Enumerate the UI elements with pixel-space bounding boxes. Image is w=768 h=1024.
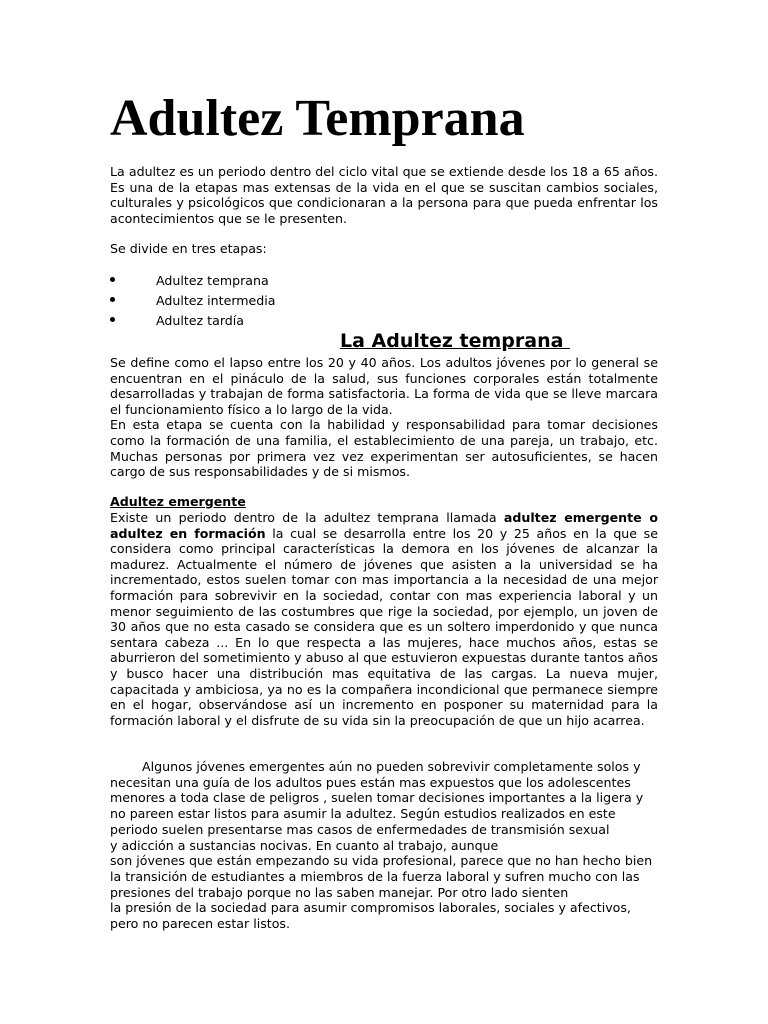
closing-line: no pareen estar listos para asumir la adultez. Según estudios realizados en este	[110, 806, 616, 822]
emergente-text-a: Existe un periodo dentro de la adultez temprana llamada	[110, 510, 504, 525]
section-adultez-emergente	[110, 510, 658, 728]
closing-line: son jóvenes que están empezando su vida profesional, parece que no han hecho bien	[110, 853, 653, 869]
emergente-heading: Adultez emergente	[110, 494, 246, 509]
section-heading: La Adultez temprana	[340, 330, 571, 352]
bullet-icon	[110, 277, 115, 282]
intro-paragraph	[110, 164, 658, 226]
section1-paragraph-2: En esta etapa se cuenta con la habilidad y responsabilidad para tomar decisiones como la formación de una familia, el establecimiento de una pareja, un trabajo, etc. Muchas personas por primera vez vez experimentan ser autosuficientes, se hacen cargo de sus responsabilidades y de si mismos.	[110, 417, 658, 480]
emergente-paragraph	[110, 510, 658, 728]
closing-line: y adicción a sustancias nocivas. En cuanto al trabajo, aunque	[110, 837, 499, 853]
closing-line: la transición de estudiantes a miembros de la fuerza laboral y sufren mucho con las	[110, 868, 640, 884]
bullet-icon	[110, 297, 115, 302]
emergente-text-b: la cual se desarrolla entre los 20 y 25 años en la que se considera como principal características la demora en los jóvenes de alcanzar la madurez. Actualmente el número de jóvenes que asisten a la universidad se ha incrementado, estos suelen tomar con mas importancia a la necesidad de una mejor formación para sobrevivir en la sociedad, contar con mas experiencia laboral y un menor seguimiento de las costumbres que rige la sociedad, por ejemplo, un joven de 30 años que no esta casado se considera que es un soltero imperdonido y que nunca sentara cabeza ... En lo que respecta a las mujeres, hace muchos años, estas se aburrieron del sometimiento y abuso al que estuvieron expuestas durante tantos años y busco hacer una distribución mas equitativa de las cargas. La nueva mujer, capacitada y ambiciosa, ya no es la compañera incondicional que permanece siempre en el hogar, observándose así un incremento en posponer su maternidad para la formación laboral y el disfrute de su vida sin la preocupación de que un hijo acarrea.	[110, 525, 658, 728]
stage-label: Adultez intermedia	[156, 293, 276, 308]
closing-line: periodo suelen presentarse mas casos de enfermedades de transmisión sexual	[110, 821, 610, 837]
closing-line: menores a toda clase de peligros , suelen tomar decisiones importantes a la ligera y	[110, 790, 644, 806]
closing-paragraph	[110, 759, 670, 932]
closing-line: Algunos jóvenes emergentes aún no pueden sobrevivir completamente solos y	[142, 759, 641, 774]
section1-paragraph-1: Se define como el lapso entre los 20 y 40 años. Los adultos jóvenes por lo general se encuentran en el pináculo de la salud, sus funciones corporales están totalmente desarrolladas y trabajan de forma satisfactoria. La forma de vida que se lleve marcara el funcionamiento físico a lo largo de la vida.	[110, 355, 658, 417]
stage-label: Adultez temprana	[156, 273, 269, 288]
list-item	[110, 311, 276, 331]
closing-line: presiones del trabajo porque no las saben manejar. Por otro lado sienten	[110, 884, 569, 900]
divide-paragraph	[110, 241, 658, 257]
stage-label: Adultez tardía	[156, 313, 244, 328]
list-item	[110, 291, 276, 311]
closing-line: necesitan una guía de los adultos pues están mas expuestos que los adolescentes	[110, 774, 631, 790]
document-title: Adultez Temprana	[110, 90, 525, 147]
divide-text: Se divide en tres etapas:	[110, 241, 267, 256]
section-adultez-temprana	[110, 355, 658, 480]
bullet-icon	[110, 317, 115, 322]
stages-list	[110, 271, 276, 331]
closing-line: pero no parecen estar listos.	[110, 916, 290, 932]
list-item	[110, 271, 276, 291]
closing-line: la presión de la sociedad para asumir compromisos laborales, sociales y afectivos,	[110, 900, 631, 916]
intro-text: La adultez es un periodo dentro del ciclo vital que se extiende desde los 18 a 65 años. Es una de la etapas mas extensas de la vida en el que se suscitan cambios sociales, culturales y psicológicos que condicionaran a la persona para que pueda enfrentar los acontecimientos que se le presenten.	[110, 164, 658, 226]
emergente-bold-term: adultez emergente o adultez en formación	[110, 510, 658, 541]
